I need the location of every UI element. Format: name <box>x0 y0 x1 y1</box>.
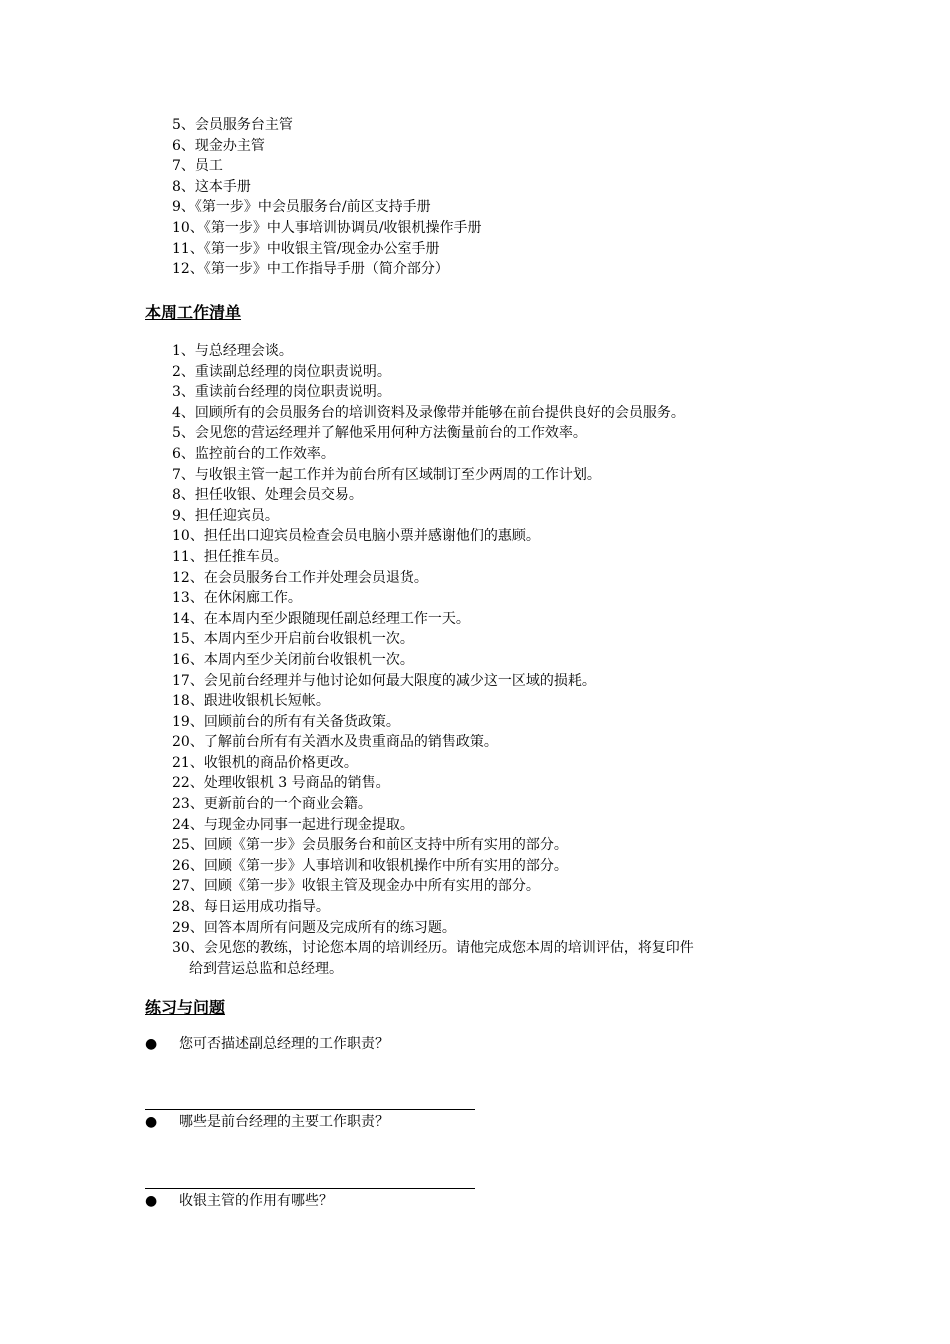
list-item: 1、与总经理会谈。 <box>172 343 293 359</box>
weekly-tasks-heading: 本周工作清单 <box>145 303 242 322</box>
list-item: 18、跟进收银机长短帐。 <box>172 693 330 710</box>
list-item-continuation: 给到营运总监和总经理。 <box>189 960 343 977</box>
list-item: 10、担任出口迎宾员检查会员电脑小票并感谢他们的惠顾。 <box>172 528 540 545</box>
list-item: 28、每日运用成功指导。 <box>172 899 330 916</box>
list-item: 19、回顾前台的所有有关备货政策。 <box>172 713 400 730</box>
list-item: 12、在会员服务台工作并处理会员退货。 <box>172 569 428 586</box>
bullet-icon: ● <box>145 1114 158 1130</box>
list-item: 8、担任收银、处理会员交易。 <box>172 487 363 504</box>
bullet-icon: ● <box>145 1036 158 1052</box>
bullet-icon: ● <box>145 1193 158 1209</box>
list-item: 22、处理收银机 3 号商品的销售。 <box>172 775 390 792</box>
answer-line <box>145 1188 475 1189</box>
list-item <box>172 938 812 979</box>
list-item: 29、回答本周所有问题及完成所有的练习题。 <box>172 919 456 936</box>
weekly-tasks-list <box>172 341 812 979</box>
list-item: 26、回顾《第一步》人事培训和收银机操作中所有实用的部分。 <box>172 857 568 874</box>
list-item: 24、与现金办同事一起进行现金提取。 <box>172 816 414 833</box>
list-item: 2、重读副总经理的岗位职责说明。 <box>172 363 391 380</box>
list-item: 16、本周内至少关闭前台收银机一次。 <box>172 651 414 668</box>
list-item-line: 30、会见您的教练，讨论您本周的培训经历。请他完成您本周的培训评估，将复印件 <box>172 940 694 957</box>
list-item: 23、更新前台的一个商业会籍。 <box>172 796 372 813</box>
list-item: 11、《第一步》中收银主管/现金办公室手册 <box>172 240 440 257</box>
list-item: 9、担任迎宾员。 <box>172 507 279 524</box>
list-item: 4、回顾所有的会员服务台的培训资料及录像带并能够在前台提供良好的会员服务。 <box>172 404 685 421</box>
list-item: 7、员工 <box>172 158 223 175</box>
question-item <box>145 1191 333 1211</box>
question-text: 哪些是前台经理的主要工作职责？ <box>179 1114 389 1130</box>
list-item: 21、收银机的商品价格更改。 <box>172 754 358 771</box>
list-item: 7、与收银主管一起工作并为前台所有区域制订至少两周的工作计划。 <box>172 466 601 483</box>
list-item: 5、会员服务台主管 <box>172 117 293 133</box>
exercises-heading: 练习与问题 <box>145 998 226 1017</box>
list-item: 9、《第一步》中会员服务台/前区支持手册 <box>172 199 431 216</box>
list-item: 15、本周内至少开启前台收银机一次。 <box>172 631 414 648</box>
list-item: 10、《第一步》中人事培训协调员/收银机操作手册 <box>172 219 482 236</box>
reference-materials-list <box>172 115 812 280</box>
answer-line <box>145 1109 475 1110</box>
list-item: 3、重读前台经理的岗位职责说明。 <box>172 384 391 401</box>
question-text: 收银主管的作用有哪些？ <box>179 1193 333 1209</box>
question-item <box>145 1034 389 1054</box>
list-item: 6、监控前台的工作效率。 <box>172 445 335 462</box>
list-item: 25、回顾《第一步》会员服务台和前区支持中所有实用的部分。 <box>172 837 568 854</box>
list-item: 14、在本周内至少跟随现任副总经理工作一天。 <box>172 610 470 627</box>
list-item: 5、会见您的营运经理并了解他采用何种方法衡量前台的工作效率。 <box>172 425 587 442</box>
list-item: 12、《第一步》中工作指导手册（简介部分） <box>172 261 449 278</box>
list-item: 13、在休闲廊工作。 <box>172 590 302 607</box>
list-item: 11、担任推车员。 <box>172 548 288 565</box>
list-item: 27、回顾《第一步》收银主管及现金办中所有实用的部分。 <box>172 878 540 895</box>
list-item: 17、会见前台经理并与他讨论如何最大限度的减少这一区域的损耗。 <box>172 672 596 689</box>
list-item: 20、了解前台所有有关酒水及贵重商品的销售政策。 <box>172 734 498 751</box>
list-item: 6、现金办主管 <box>172 137 265 154</box>
list-item: 8、这本手册 <box>172 178 251 195</box>
question-text: 您可否描述副总经理的工作职责？ <box>179 1036 389 1052</box>
question-item <box>145 1112 389 1132</box>
